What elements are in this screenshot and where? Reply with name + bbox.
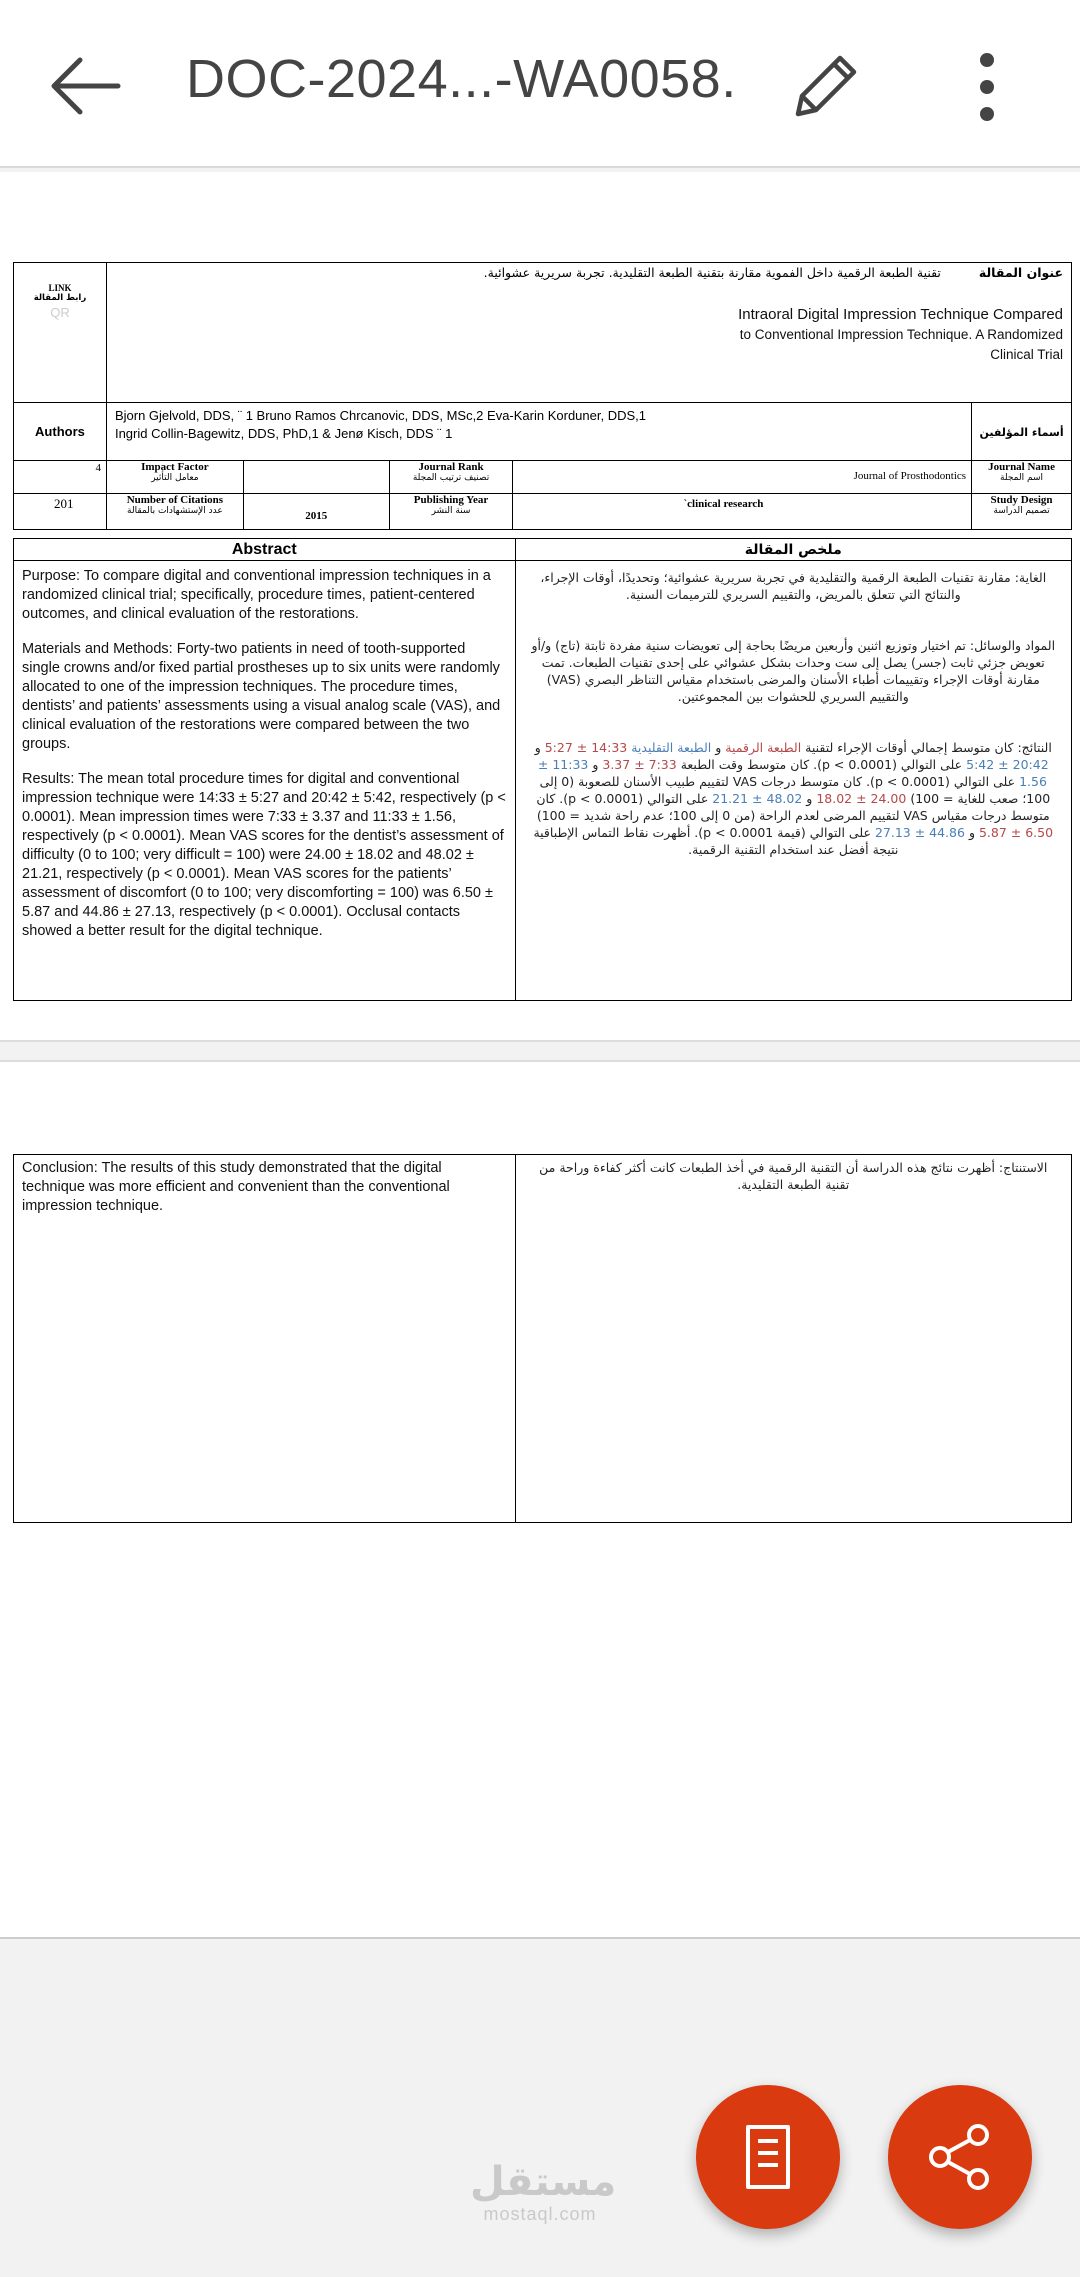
authors-label-ar-cell bbox=[972, 403, 1072, 461]
more-options-button[interactable] bbox=[964, 48, 1010, 126]
abstract-methods: Materials and Methods: Forty-two patients in need of tooth-supported single crowns and/or fixed partial prostheses up to six units were randomly allocated to one of the impression techniques. The procedure times, dentists’ and patients’ assessments using a visual analog scale (VAS), and clinical evaluation of the restorations were compared between the two groups. bbox=[22, 641, 501, 752]
watermark-en: mostaql.com bbox=[483, 2204, 597, 2224]
qr-placeholder[interactable]: QR bbox=[50, 305, 70, 320]
link-label-ar: رابط المقالة bbox=[33, 293, 87, 303]
design-label-cell bbox=[972, 494, 1072, 530]
watermark-ar: مستقل bbox=[470, 2159, 617, 2205]
year-value: 2015 bbox=[243, 494, 389, 530]
conclusion-ar: الاستنتاج: أظهرت نتائج هذه الدراسة أن التقنية الرقمية في أخذ الطبعات كانت أكثر كفاءة وراحة من تقنية الطبعة التقليدية. bbox=[539, 1160, 1048, 1192]
abstract-results: Results: The mean total procedure times for digital and conventional impression technique were 14:33 ± 5:27 and 20:42 ± 5:42, respectively (p < 0.0001). Mean impression times were 7:33 ± 3.37 and 11:33 ± 1.56, respectively (p < 0.0001). Mean VAS scores for the dentist’s assessment of difficulty (0 to 100; very difficult = 100) were 24.00 ± 18.02 and 48.02 ± 21.21, respectively (p < 0.0001). Mean VAS scores for the patients’ assessment of discomfort (0 to 100; very discomforting = 100) was 6.50 ± 5.87 and 44.86 ± 27.13, respectively (p < 0.0001). Occlusal contacts showed a better result for the digital technique. bbox=[22, 771, 506, 939]
abstract-ar-cell bbox=[515, 561, 1071, 1001]
authors-cell bbox=[106, 403, 971, 461]
watermark bbox=[470, 2159, 617, 2225]
abstract-en-cell bbox=[14, 561, 516, 1001]
title-en-line3: Clinical Trial bbox=[990, 347, 1063, 362]
impact-label: Impact Factor bbox=[141, 461, 209, 473]
authors-line1: Bjorn Gjelvold, DDS, ¨ 1 Bruno Ramos Chrcanovic, DDS, MSc,2 Eva-Karin Korduner, DDS,1 bbox=[114, 408, 646, 423]
citations-label-cell bbox=[106, 494, 243, 530]
document-title: DOC-2024...-WA0058. bbox=[186, 49, 737, 109]
authors-label-cell bbox=[14, 403, 107, 461]
design-label-ar: تصميم الدراسة bbox=[993, 506, 1050, 516]
title-cell bbox=[106, 263, 1071, 403]
rank-label-cell bbox=[389, 461, 513, 494]
edit-button[interactable] bbox=[778, 42, 868, 132]
authors-line2: Ingrid Collin-Bagewitz, DDS, PhD,1 & Jenø Kisch, DDS ¨ 1 bbox=[114, 426, 453, 441]
document-icon bbox=[732, 2121, 804, 2193]
document-info-button[interactable] bbox=[696, 2085, 840, 2229]
abstract-ar-methods: المواد والوسائل: تم اختيار وتوزيع اثنين وأربعين مريضًا بحاجة إلى تعويضات سنية مفردة ثابتة (تاج) و/أو تعويض جزئي ثابت (جسر) يصل إلى ست وحدات بشكل عشوائي على إحدى تقنيات الطبعات. تمت مقارنة أوقات الإجراء وتقييمات أطباء الأسنان والمرضى باستخدام مقياس التناظر البصري (VAS) والتقييم السريري للحشوات بين المجموعتين. bbox=[531, 638, 1056, 704]
abstract-table bbox=[13, 538, 1072, 1001]
document-page-1 bbox=[0, 172, 1080, 1042]
document-page-2 bbox=[0, 1060, 1080, 1939]
back-button[interactable] bbox=[44, 44, 128, 128]
abstract-purpose: Purpose: To compare digital and conventional impression techniques in a randomized clinical trial; specifically, procedure times, patient-centered outcomes, and clinical evaluation of the restorations. bbox=[22, 568, 491, 622]
share-button[interactable] bbox=[888, 2085, 1032, 2229]
journal-label-ar: اسم المجلة bbox=[1000, 473, 1043, 483]
impact-label-cell bbox=[106, 461, 243, 494]
authors-label: Authors bbox=[35, 423, 85, 439]
design-value: `clinical research bbox=[513, 494, 972, 530]
conclusion-en: Conclusion: The results of this study demonstrated that the digital technique was more efficient and convenient than the conventional impression technique. bbox=[22, 1160, 450, 1214]
link-cell bbox=[14, 263, 107, 403]
abstract-header: Abstract bbox=[14, 539, 516, 561]
citations-label-ar: عدد الإستشهادات بالمقالة bbox=[127, 506, 223, 516]
impact-label-ar: معامل التأثير bbox=[151, 473, 199, 483]
pencil-icon bbox=[778, 42, 868, 132]
year-label-ar: سنة النشر bbox=[431, 506, 471, 516]
title-ar: تقنية الطبعة الرقمية داخل الفموية مقارنة بتقنية الطبعة التقليدية. تجربة سريرية عشوائية. bbox=[483, 265, 941, 280]
rank-label: Journal Rank bbox=[418, 461, 484, 473]
conclusion-ar-cell bbox=[515, 1155, 1071, 1523]
authors-label-ar: أسماء المؤلفين bbox=[979, 425, 1064, 439]
abstract-ar-results: النتائج: كان متوسط إجمالي أوقات الإجراء لتقنية الطبعة الرقمية و الطبعة التقليدية 14:33 ± 5:27 و 20:42 ± 5:42 على التوالي (p < 0.0001). كان متوسط وقت الطبعة 7:33 ± 3.37 و 11:33 ± 1.56 على التوالي (p < 0.0001). كان متوسط درجات VAS لتقييم طبيب الأسنان للصعوبة (0 إلى 100؛ صعب للغاية = 100) 24.00 ± 18.02 و 48.02 ± 21.21 على التوالي (p < 0.0001). كان متوسط درجات مقياس VAS لتقييم المرضى لعدم الراحة (من 0 إلى 100؛ عدم راحة شديد = 100) 6.50 ± 5.87 و 44.86 ± 27.13 على التوالي (قيمة p < 0.0001). أظهرت نقاط التماس الإطباقية نتيجة أفضل عند استخدام التقنية الرقمية. bbox=[533, 740, 1054, 857]
citations-value: 201 bbox=[14, 494, 107, 530]
link-label: LINK bbox=[48, 283, 72, 293]
abstract-ar-purpose: الغاية: مقارنة تقنيات الطبعة الرقمية والتقليدية في تجربة سريرية عشوائية؛ وتحديدًا، أوقات الإجراء، والنتائج التي تتعلق بالمريض، والتقييم السريري للترميمات السنية. bbox=[540, 570, 1047, 602]
top-app-bar bbox=[0, 0, 1080, 168]
title-en-line2: to Conventional Impression Technique. A Randomized bbox=[739, 327, 1063, 342]
article-info-table bbox=[13, 262, 1072, 530]
conclusion-table bbox=[13, 1154, 1072, 1523]
more-vertical-icon bbox=[964, 48, 1010, 126]
rank-value bbox=[243, 461, 389, 494]
journal-value: Journal of Prosthodontics bbox=[513, 461, 972, 494]
journal-label-cell bbox=[972, 461, 1072, 494]
conclusion-en-cell bbox=[14, 1155, 516, 1523]
title-label-ar: عنوان المقالة bbox=[978, 265, 1063, 280]
title-en-line1: Intraoral Digital Impression Technique Compared bbox=[738, 306, 1063, 323]
design-label: Study Design bbox=[990, 494, 1053, 506]
journal-label: Journal Name bbox=[988, 461, 1055, 473]
arrow-left-icon bbox=[44, 44, 128, 128]
year-label-cell bbox=[389, 494, 513, 530]
share-icon bbox=[924, 2121, 996, 2193]
rank-label-ar: تصنيف ترتيب المجلة bbox=[412, 473, 490, 483]
impact-value: 4 bbox=[14, 461, 107, 494]
abstract-header-ar: ملخص المقالة bbox=[515, 539, 1071, 561]
citations-label: Number of Citations bbox=[126, 494, 224, 506]
year-label: Publishing Year bbox=[413, 494, 489, 506]
